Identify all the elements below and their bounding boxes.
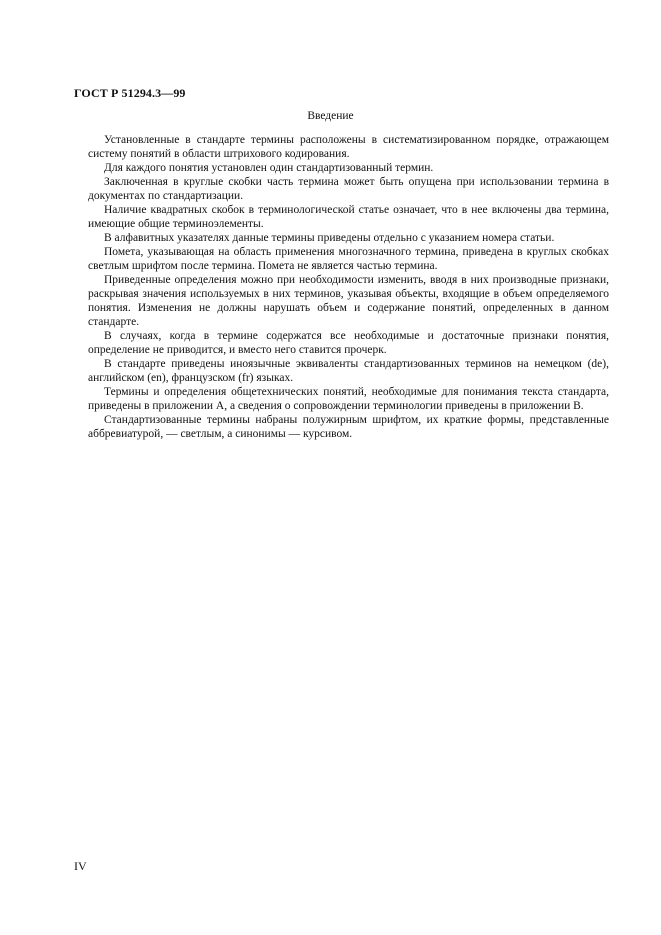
page-number: IV [74, 859, 87, 873]
section-title: Введение [307, 110, 354, 122]
paragraph-9: В стандарте приведены иноязычные эквиваленты стандартизованных терминов на немецком (de), английском (en), французском (fr) языках. [88, 358, 609, 384]
paragraph-1: Установленные в стандарте термины расположены в систематизированном порядке, отражающем систему понятий в области штрихового кодирования. [88, 134, 609, 160]
paragraph-3: Заключенная в круглые скобки часть термина может быть опущена при использовании термина в документах по стандартизации. [88, 176, 609, 202]
introduction-body [88, 133, 609, 441]
paragraph-2: Для каждого понятия установлен один стандартизованный термин. [104, 162, 434, 174]
paragraph-6: Помета, указывающая на область применения многозначного термина, приведена в круглых скобках светлым шрифтом после термина. Помета не является частью термина. [88, 246, 609, 272]
paragraph-8: В случаях, когда в термине содержатся все необходимые и достаточные признаки понятия, определение не приводится, и вместо него ставится прочерк. [88, 330, 609, 356]
paragraph-5: В алфавитных указателях данные термины приведены отдельно с указанием номера статьи. [104, 232, 555, 244]
paragraph-11: Стандартизованные термины набраны полужирным шрифтом, их краткие формы, представленные аббревиатурой, — светлым, а синонимы — курсивом. [88, 414, 609, 440]
paragraph-10: Термины и определения общетехнических понятий, необходимые для понимания текста стандарта, приведены в приложении А, а сведения о сопровождении терминологии приведены в приложении В. [88, 386, 609, 412]
paragraph-4: Наличие квадратных скобок в терминологической статье означает, что в нее включены два термина, имеющие общие терминоэлементы. [88, 204, 609, 230]
paragraph-7: Приведенные определения можно при необходимости изменить, вводя в них производные признаки, раскрывая значения используемых в них терминов, указывая объекты, входящие в объем определяемого понятия. Изменения не должны нарушать объем и содержание понятий, определенных в данном стандарте. [88, 274, 609, 328]
document-code: ГОСТ Р 51294.3—99 [74, 86, 186, 100]
